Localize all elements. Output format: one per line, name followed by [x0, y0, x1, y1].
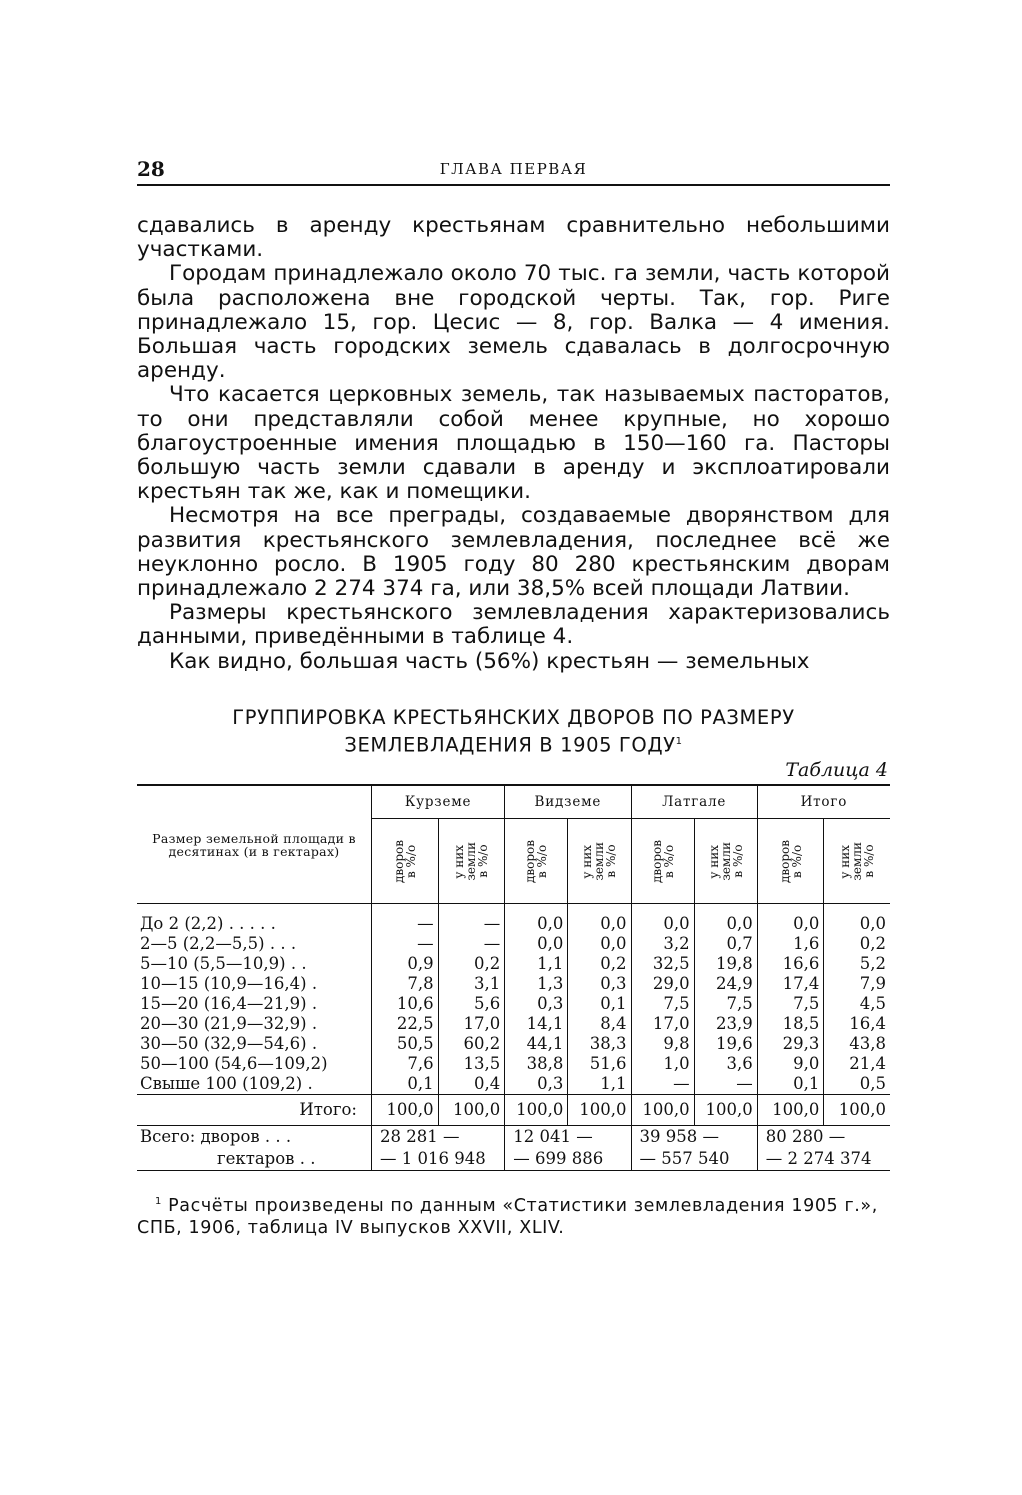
- sum-cell: 100,0: [824, 1095, 890, 1126]
- table-cell: —: [372, 904, 439, 935]
- table-cell: 8,4: [568, 1014, 631, 1034]
- total-label: Всего: дворов . . .: [140, 1127, 292, 1147]
- running-title: ГЛАВА ПЕРВАЯ: [439, 160, 588, 178]
- table-row: [137, 904, 890, 935]
- table-row: [137, 994, 890, 1014]
- table-title: [137, 706, 890, 758]
- table-cell: 0,9: [372, 954, 439, 974]
- table-cell: 22,5: [372, 1014, 439, 1034]
- sum-cell: 100,0: [694, 1095, 757, 1126]
- table-cell: 7,5: [757, 994, 824, 1014]
- table-cell: —: [631, 1074, 694, 1095]
- table-cell: 7,9: [824, 974, 890, 994]
- table-cell: 29,3: [757, 1034, 824, 1054]
- table-cell: 50,5: [372, 1034, 439, 1054]
- row-label: 20—30 (21,9—32,9) .: [140, 1014, 318, 1034]
- total-cell: 80 280 —: [757, 1126, 890, 1149]
- group-header: Курземе: [372, 785, 505, 819]
- table-cell: 0,1: [757, 1074, 824, 1095]
- subheader-households: дворов в %/о: [649, 839, 676, 883]
- table-cell: 0,3: [505, 994, 568, 1014]
- table-cell: 0,2: [824, 934, 890, 954]
- table-cell: —: [694, 1074, 757, 1095]
- table-title-line: ЗЕМЛЕВЛАДЕНИЯ В 1905 ГОДУ: [344, 733, 676, 757]
- table-cell: 3,6: [694, 1054, 757, 1074]
- total-hectares-row: [137, 1148, 890, 1171]
- table-cell: 9,8: [631, 1034, 694, 1054]
- total-cell: 28 281 —: [372, 1126, 505, 1149]
- row-label: 2—5 (2,2—5,5) . . .: [140, 934, 297, 954]
- sum-cell: 100,0: [372, 1095, 439, 1126]
- table-cell: 0,1: [568, 994, 631, 1014]
- row-label: До 2 (2,2) . . . . .: [140, 914, 276, 934]
- table-cell: 32,5: [631, 954, 694, 974]
- footnote-ref: 1: [675, 735, 683, 747]
- subheader-households: дворов в %/о: [391, 839, 418, 883]
- row-label: Свыше 100 (109,2) .: [140, 1074, 313, 1094]
- page-header: [137, 150, 890, 186]
- subheader-cell: [631, 819, 694, 904]
- subheader-households: дворов в %/о: [777, 839, 804, 883]
- paragraph: Размеры крестьянского землевладения характеризовались данными, приведёнными в таблице 4.: [137, 600, 890, 650]
- table-label: Таблица 4: [785, 759, 888, 782]
- table-row: [137, 934, 890, 954]
- table-cell: 17,0: [631, 1014, 694, 1034]
- paragraph: Несмотря на все преграды, создаваемые дворянством для развития крестьянского землевладения, последнее всё же неуклонно росло. В 1905 году 80 280 крестьянским дворам принадлежало 2 274 374 га, или 38,5% всей площади Латвии.: [137, 503, 890, 602]
- table-cell: 38,3: [568, 1034, 631, 1054]
- subheader-cell: [757, 819, 824, 904]
- total-label: гектаров . .: [137, 1148, 372, 1171]
- total-cell: 39 958 —: [631, 1126, 757, 1149]
- paragraph: сдавались в аренду крестьянам сравнительно небольшими участками.: [137, 213, 890, 263]
- row-label: 10—15 (10,9—16,4) .: [140, 974, 318, 994]
- table-cell: —: [372, 934, 439, 954]
- table-cell: 0,2: [568, 954, 631, 974]
- subheader-land: у них земли в %/о: [452, 842, 491, 881]
- total-cell: — 557 540: [631, 1148, 757, 1171]
- paragraph: Городам принадлежало около 70 тыс. га земли, часть которой была расположена вне городской черты. Так, гор. Риге принадлежало 15, гор. Цесис — 8, гор. Валка — 4 имения. Большая часть городских земель сдавалась в долгосрочную аренду.: [137, 261, 890, 384]
- table-cell: 0,3: [505, 1074, 568, 1095]
- total-cell: 12 041 —: [505, 1126, 631, 1149]
- table-cell: 0,2: [438, 954, 505, 974]
- table-cell: 19,8: [694, 954, 757, 974]
- group-header: Видземе: [505, 785, 631, 819]
- table-row: [137, 1074, 890, 1095]
- sum-cell: 100,0: [757, 1095, 824, 1126]
- table-cell: 16,4: [824, 1014, 890, 1034]
- table-row: [137, 1034, 890, 1054]
- table-cell: 24,9: [694, 974, 757, 994]
- table-cell: 21,4: [824, 1054, 890, 1074]
- table-cell: 17,4: [757, 974, 824, 994]
- subheader-households: дворов в %/о: [523, 839, 550, 883]
- data-table: [137, 784, 890, 1171]
- table-cell: 0,4: [438, 1074, 505, 1095]
- table-cell: 19,6: [694, 1034, 757, 1054]
- book-page: [137, 150, 890, 1239]
- table-cell: 1,1: [505, 954, 568, 974]
- table-cell: 0,0: [505, 934, 568, 954]
- table-cell: 29,0: [631, 974, 694, 994]
- row-label: 15—20 (16,4—21,9) .: [140, 994, 318, 1014]
- footnote-text: Расчёты произведены по данным «Статистики землевладения 1905 г.», СПБ, 1906, таблица IV выпусков XXVII, XLIV.: [137, 1196, 878, 1239]
- table-row: [137, 974, 890, 994]
- sum-cell: 100,0: [438, 1095, 505, 1126]
- table-cell: 18,5: [757, 1014, 824, 1034]
- table-cell: 51,6: [568, 1054, 631, 1074]
- table-title-line: ГРУППИРОВКА КРЕСТЬЯНСКИХ ДВОРОВ ПО РАЗМЕРУ: [232, 705, 795, 729]
- table-cell: 0,0: [824, 904, 890, 935]
- table-cell: 14,1: [505, 1014, 568, 1034]
- table-row: [137, 1054, 890, 1074]
- table-cell: 17,0: [438, 1014, 505, 1034]
- row-label: 50—100 (54,6—109,2): [140, 1054, 328, 1074]
- table-cell: 9,0: [757, 1054, 824, 1074]
- table-cell: 3,2: [631, 934, 694, 954]
- table-cell: 7,5: [694, 994, 757, 1014]
- table-cell: 16,6: [757, 954, 824, 974]
- paragraph: Что касается церковных земель, так называемых пасторатов, то они представляли собой менее крупные, но хорошо благоустроенные имения площадью в 150—160 га. Пасторы большую часть земли сдавали в аренду и эксплоатировали крестьян так же, как и помещики.: [137, 382, 890, 505]
- table-cell: 43,8: [824, 1034, 890, 1054]
- sum-row: [137, 1095, 890, 1126]
- table-cell: 1,0: [631, 1054, 694, 1074]
- table-cell: 5,2: [824, 954, 890, 974]
- table-cell: 0,0: [568, 904, 631, 935]
- table-cell: 44,1: [505, 1034, 568, 1054]
- subheader-cell: [505, 819, 568, 904]
- row-label: 5—10 (5,5—10,9) . .: [140, 954, 307, 974]
- sum-cell: 100,0: [505, 1095, 568, 1126]
- table-cell: 0,0: [505, 904, 568, 935]
- subheader-cell: [694, 819, 757, 904]
- table-cell: 1,6: [757, 934, 824, 954]
- table-cell: 10,6: [372, 994, 439, 1014]
- subheader-cell: [372, 819, 439, 904]
- subheader-land: у них земли в %/о: [580, 842, 619, 881]
- subheader-land: у них земли в %/о: [706, 842, 745, 881]
- page-number: 28: [137, 157, 165, 181]
- total-cell: — 2 274 374: [757, 1148, 890, 1171]
- subheader-cell: [824, 819, 890, 904]
- footnote-mark: 1: [155, 1196, 162, 1208]
- table-cell: 7,5: [631, 994, 694, 1014]
- sum-cell: 100,0: [568, 1095, 631, 1126]
- table-cell: 13,5: [438, 1054, 505, 1074]
- total-cell: — 1 016 948: [372, 1148, 505, 1171]
- table-cell: 1,3: [505, 974, 568, 994]
- row-label: 30—50 (32,9—54,6) .: [140, 1034, 318, 1054]
- table-cell: 5,6: [438, 994, 505, 1014]
- table-cell: —: [438, 904, 505, 935]
- body-text: [137, 214, 890, 674]
- sum-cell: 100,0: [631, 1095, 694, 1126]
- group-header: Латгале: [631, 785, 757, 819]
- table-cell: 7,8: [372, 974, 439, 994]
- subheader-cell: [438, 819, 505, 904]
- table-cell: 0,7: [694, 934, 757, 954]
- table-body: [137, 904, 890, 1171]
- table-row: [137, 1014, 890, 1034]
- table-cell: 0,3: [568, 974, 631, 994]
- table-cell: 0,0: [694, 904, 757, 935]
- sum-label: Итого:: [137, 1095, 372, 1126]
- table-cell: 0,0: [631, 904, 694, 935]
- total-households-row: [137, 1126, 890, 1149]
- group-header: Итого: [757, 785, 890, 819]
- table-cell: 0,0: [568, 934, 631, 954]
- table-cell: 60,2: [438, 1034, 505, 1054]
- subheader-land: у них земли в %/о: [838, 842, 877, 881]
- table-cell: 4,5: [824, 994, 890, 1014]
- table-cell: 0,0: [757, 904, 824, 935]
- total-cell: — 699 886: [505, 1148, 631, 1171]
- subheader-cell: [568, 819, 631, 904]
- table-cell: 23,9: [694, 1014, 757, 1034]
- table-row: [137, 954, 890, 974]
- table-cell: 3,1: [438, 974, 505, 994]
- footnote: [137, 1191, 890, 1239]
- row-header: Размер земельной площади в десятинах (и в гектарах): [137, 785, 372, 904]
- table-cell: 1,1: [568, 1074, 631, 1095]
- table-cell: 38,8: [505, 1054, 568, 1074]
- table-cell: 0,1: [372, 1074, 439, 1095]
- table-cell: 7,6: [372, 1054, 439, 1074]
- paragraph: Как видно, большая часть (56%) крестьян — земельных: [169, 648, 810, 674]
- table-cell: 0,5: [824, 1074, 890, 1095]
- table-cell: —: [438, 934, 505, 954]
